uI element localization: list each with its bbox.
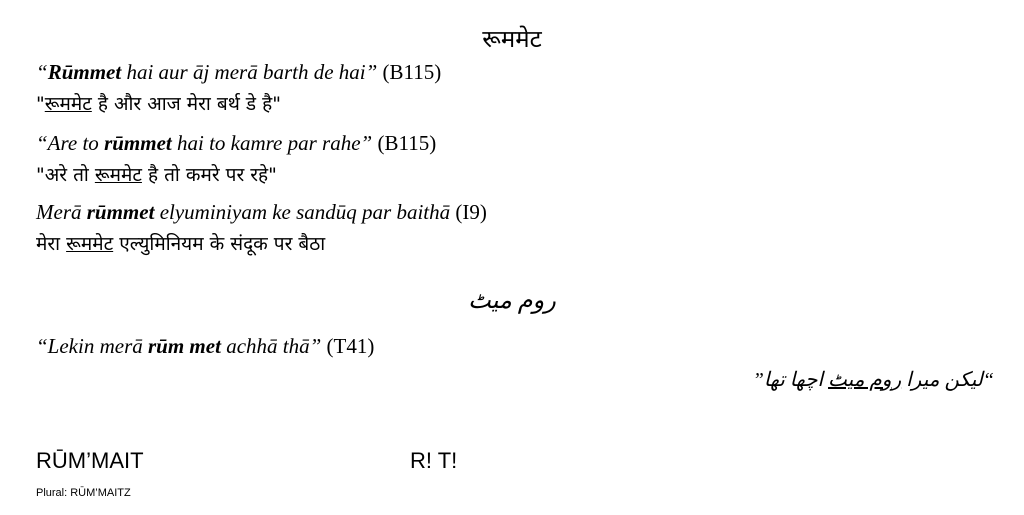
term-label: RŪM’MAIT — [36, 448, 144, 473]
example-2-source: (B115) — [372, 131, 437, 155]
example-3-keyword: rūmmet — [86, 200, 155, 224]
hindi-heading: रूममेट — [482, 25, 542, 53]
example-3-source: (I9) — [450, 200, 487, 224]
urdu-example-keyword: rūm met — [148, 334, 221, 358]
example-1-keyword: Rūmmet — [47, 60, 122, 84]
example-2-hindi: "अरे तो रूममेट है तो कमरे पर रहे" — [36, 164, 277, 186]
example-1-hindi-keyword: रूममेट — [44, 93, 92, 115]
example-2-keyword: rūmmet — [104, 131, 172, 155]
example-1-romanized: “Rūmmet hai aur āj merā barth de hai” (B115) — [36, 60, 442, 84]
urdu-heading: روم میٹ — [468, 288, 556, 314]
urdu-example-script-keyword: روم میٹ — [828, 369, 902, 391]
example-1-source: (B115) — [377, 60, 442, 84]
urdu-example-source: (T41) — [321, 334, 375, 358]
example-2-romanized: “Are to rūmmet hai to kamre par rahe” (B115) — [36, 131, 437, 155]
example-3-romanized: Merā rūmmet elyuminiyam ke sandūq par baithā (I9) — [36, 200, 487, 224]
urdu-example-script: “لیکن میرا روم میٹ اچھا تھا” — [752, 369, 994, 391]
example-3-hindi-keyword: रूममेट — [66, 233, 114, 255]
example-2-hindi-keyword: रूममेट — [94, 164, 142, 186]
example-1-hindi: "रूममेट है और आज मेरा बर्थ डे है" — [36, 93, 281, 115]
pronunciation-label: R! T! — [410, 448, 458, 473]
example-3-hindi: मेरा रूममेट एल्युमिनियम के संदूक पर बैठा — [36, 233, 326, 255]
urdu-example-romanized: “Lekin merā rūm met achhā thā” (T41) — [36, 334, 375, 358]
plural-label: Plural: RŪM’MAITZ — [36, 487, 131, 499]
